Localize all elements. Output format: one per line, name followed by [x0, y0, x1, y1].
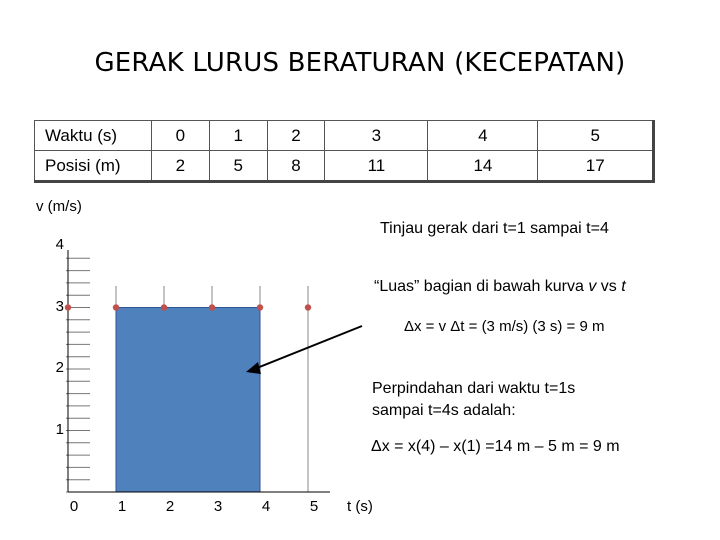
table-cell: 4 — [428, 121, 538, 151]
page-title: GERAK LURUS BERATURAN (KECEPATAN) — [94, 48, 626, 78]
velocity-point — [113, 304, 119, 310]
perpindahan-line2: sampai t=4s adalah: — [372, 402, 516, 419]
velocity-point — [161, 304, 167, 310]
table-cell: 17 — [538, 151, 654, 182]
table-cell: 2 — [152, 151, 210, 182]
axis-minor-ticks — [66, 258, 90, 492]
arrow-line — [252, 326, 362, 370]
table-cell: 1 — [209, 121, 267, 151]
x-tick-label: 2 — [165, 498, 175, 515]
row-header-position: Posisi (m) — [35, 151, 152, 182]
x-tick-label: 1 — [117, 498, 127, 515]
velocity-point — [65, 304, 71, 310]
row-header-time: Waktu (s) — [35, 121, 152, 151]
velocity-point — [305, 304, 311, 310]
y-tick-label: 4 — [55, 236, 64, 253]
velocity-point — [257, 304, 263, 310]
table-cell: 5 — [538, 121, 654, 151]
luas-mid: vs — [596, 278, 622, 295]
x-tick-label: 5 — [309, 498, 319, 515]
table-cell: 0 — [152, 121, 210, 151]
y-tick-label: 3 — [55, 297, 64, 315]
note-luas — [374, 278, 626, 296]
note-dx-calc: Δx = x(4) – x(1) =14 m – 5 m = 9 m — [371, 438, 620, 455]
note-perpindahan — [372, 378, 575, 422]
perpindahan-line1: Perpindahan dari waktu t=1s — [372, 380, 576, 397]
note-tinjau: Tinjau gerak dari t=1 sampai t=4 — [380, 220, 609, 237]
velocity-point — [209, 304, 215, 310]
y-tick-label: 2 — [55, 359, 64, 376]
x-tick-label: 3 — [213, 498, 223, 515]
luas-v: v — [588, 278, 597, 295]
x-tick-label: 4 — [261, 498, 271, 515]
table-cell: 11 — [325, 151, 428, 182]
table-cell: 3 — [325, 121, 428, 151]
area-under-curve — [116, 308, 260, 493]
table-cell: 5 — [209, 151, 267, 182]
luas-t: t — [621, 278, 626, 295]
table-cell: 2 — [267, 121, 325, 151]
note-dx-eq: Δx = v Δt = (3 m/s) (3 s) = 9 m — [404, 318, 605, 335]
x-tick-label: 0 — [69, 498, 79, 515]
y-axis-label: v (m/s) — [36, 198, 82, 215]
table-cell: 14 — [428, 151, 538, 182]
luas-prefix: “Luas” bagian di bawah kurva — [374, 278, 589, 295]
x-axis-unit: t (s) — [347, 498, 373, 515]
table-cell: 8 — [267, 151, 325, 182]
y-tick-label: 1 — [55, 420, 64, 438]
